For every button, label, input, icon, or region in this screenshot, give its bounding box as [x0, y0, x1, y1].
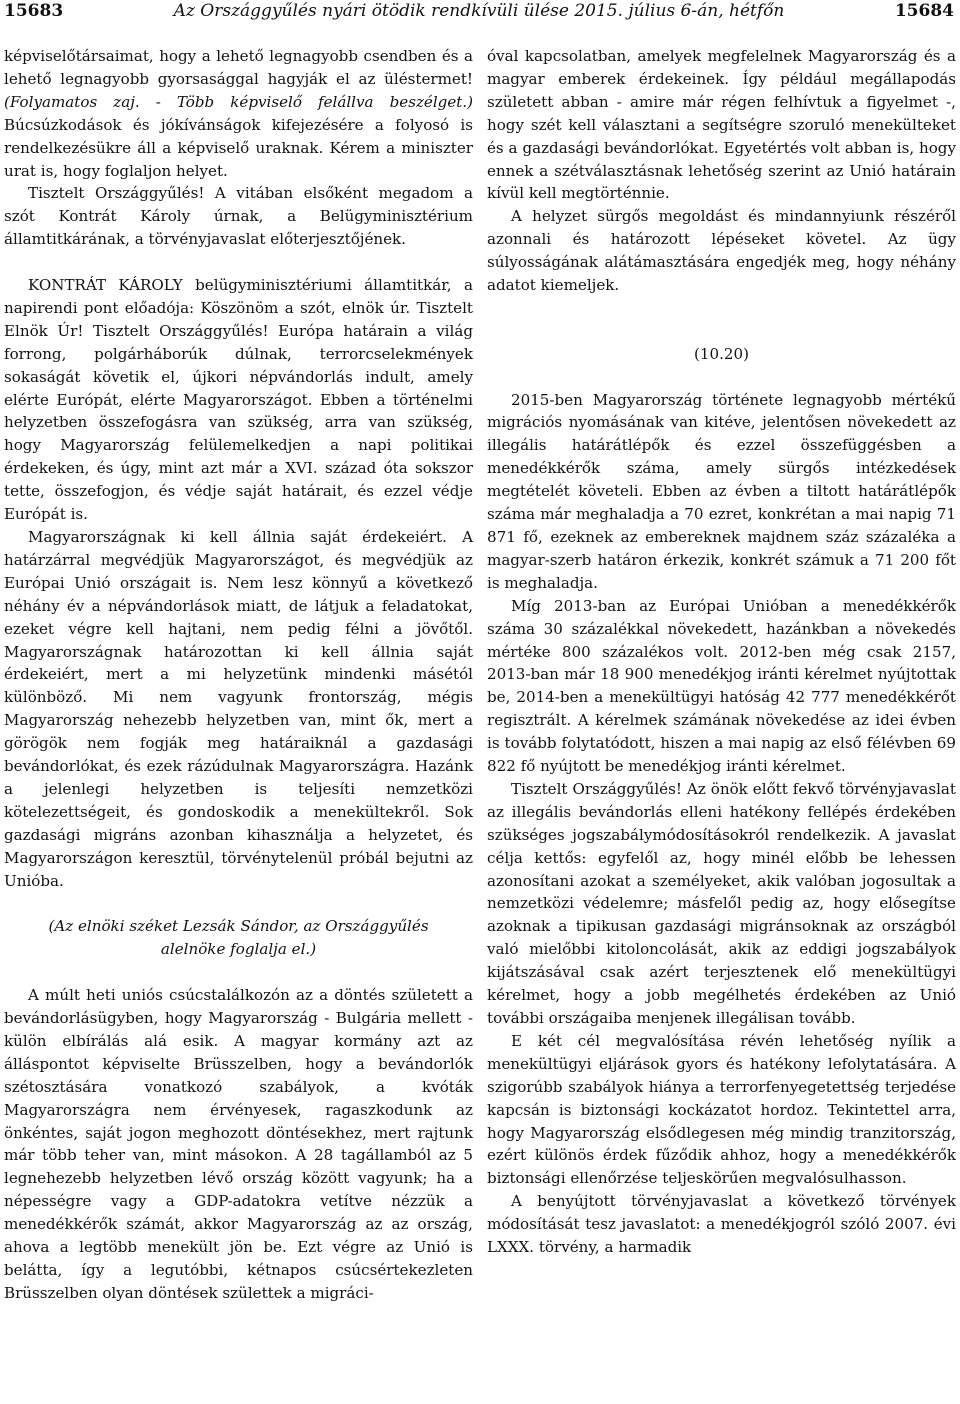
spacer	[4, 961, 473, 984]
spacer	[4, 251, 473, 274]
paragraph	[4, 45, 473, 182]
spacer	[4, 893, 473, 916]
text-span: képviselőtársaimat, hogy a lehető legnagyobb csendben és a lehető legnagyobb gyorsasággal hagyják el az üléstermet!	[4, 47, 473, 88]
paragraph: A benyújtott törvényjavaslat a következő törvények módosítását tesz javaslatot: a menedékjogról szóló 2007. évi LXXX. törvény, a harmadik	[487, 1192, 956, 1257]
spacer	[487, 297, 956, 320]
spacer	[487, 366, 956, 389]
paragraph: E két cél megvalósítása révén lehetőség nyílik a menekültügyi eljárások gyors és hatékony lefolytatására. A szigorúbb szabályok hiánya a terrorfenyegetettség terjedése kapcsán is biztonsági kockázatot hordoz. Tekintettel arra, hogy Magyarország elsődlegesen még mindig tranzitország, ezért különös érdek fűződik ahhoz, hogy a menedékkérők biztonsági ellenőrzése teljeskörűen megvalósulhasson.	[487, 1031, 956, 1188]
spacer	[487, 320, 956, 343]
paragraph: A múlt heti uniós csúcstalálkozón az a döntés született a bevándorlásügyben, hogy Magyarország - Bulgária mellett - külön elbírálás alá esik. A magyar kormány azt az álláspontot képviselte Brüsszelben, hogy a bevándorlók szétosztására vonatkozó szabályok, a kvóták Magyarországra nem érvényesek, ragaszkodunk az önkéntes, saját jogon meghozott döntésekhez, mert rajtunk már több teher van, mint másokon. A 28 tagállamból az 5 legnehezebb helyzetben lévő ország között vagyunk; ha a népességre vagy a GDP-adatokra vetítve nézzük a menedékkérők számát, akkor Magyarország az az ország, ahova a legtöbb menekült jön be. Ezt végre az Unió is belátta, így a legutóbbi, kétnapos csúcsértekezleten Brüsszelben olyan döntések születtek a migráci-	[4, 986, 473, 1302]
text-columns	[4, 45, 956, 1305]
speaker-name: KONTRÁT KÁROLY belügyminisztériumi államtitkár, a napirendi pont előadója:	[4, 276, 473, 317]
text-span: Köszönöm a szót, elnök úr. Tisztelt Elnök Úr! Tisztelt Országgyűlés! Európa határain a világ forrong, polgárháborúk dúlnak, terrorcselekmények sokaságát követik el, újkori népvándorlás indult, amely elérte Európát, elérte Magyarországot. Ebben a történelmi helyzetben összefogásra van szükség, arra van szükség, hogy Magyarország felülemelkedjen a napi politikai érdekeken, és úgy, mint azt már a XVI. század óta sokszor tette, összefogjon, és védje saját határait, és ezzel védje Európát is.	[4, 298, 473, 524]
chair-note: (Az elnöki széket Lezsák Sándor, az Országgyűlés alelnöke foglalja el.)	[48, 917, 429, 959]
time-marker: (10.20)	[694, 344, 749, 363]
paragraph: Magyarországnak ki kell állnia saját érdekeiért. A határzárral megvédjük Magyarországot, és megvédjük az Európai Unió országait is. Nem lesz könnyű a következő néhány év a népvándorlások miatt, de látjuk a feladatokat, ezeket végre kell hajtani, nem pedig félni a jövőtől. Magyarországnak határozottan ki kell állnia saját érdekeiért, mert a mi helyzetünk mindenki másétól különböző. Mi nem vagyunk frontország, mégis Magyarország nehezebb helyzetben van, mint ők, mert a görögök nem fogják meg határaiknál a gazdasági bevándorlókat, és ezek rázúdulnak Magyarországra. Hazánk a jelenlegi helyzetben is teljesíti nemzetközi kötelezettségeit, és gondoskodik a menekültekről. Sok gazdasági migráns azonban kihasználja a helyzetet, és Magyarországon keresztül, törvénytelenül próbál bejutni az Unióba.	[4, 528, 473, 890]
page-header	[4, 0, 956, 45]
text-span: Búcsúzkodások és jókívánságok kifejezésére a folyosó is rendelkezésükre áll a képviselő uraknak. Kérem a miniszter urat is, hogy foglaljon helyet.	[4, 115, 473, 180]
page-number-left: 15683	[4, 1, 64, 21]
paragraph: 2015-ben Magyarország története legnagyobb mértékű migrációs nyomásának van kitéve, jelentősen növekedett az illegális határátlépők és ezzel összefüggésben a menedékkérők száma, amely sürgős intézkedések megtételét követeli. Ebben az évben a tiltott határátlépők száma már meghaladja a 70 ezret, konkrétan a mai napig 71 871 fő, ezeknek az embereknek majdnem száz százaléka a magyar-szerb határon érkezik, konkrét számuk a 71 200 főt is meghaladja.	[487, 390, 956, 592]
paragraph: óval kapcsolatban, amelyek megfelelnek Magyarország és a magyar emberek érdekeinek. Így például megállapodás született abban - amire már régen felhívtuk a figyelmet -, hogy szét kell választani a segítségre szoruló menekülteket és a gazdasági bevándorlókat. Egyetértés volt abban is, hogy ennek a szétválasztásnak lehetőség szerint az Unió határain kívül kell megtörténnie.	[487, 47, 956, 203]
paragraph: Tisztelt Országgyűlés! Az önök előtt fekvő törvényjavaslat az illegális bevándorlás elleni hatékony fellépés érdekében szükséges jogszabálymódosításokról rendelkezik. A javaslat célja kettős: egyfelől az, hogy minél előbb be lehessen azonosítani azokat a személyeket, akik valóban jogosultak a nemzetközi védelemre; másfelől pedig az, hogy elősegítse azoknak a tipikusan gazdasági migránsoknak az országból való mielőbbi kitoloncolását, akik az eddigi jogszabályok kijátszásával csak azért terjesztenek elő menekültügyi kérelmet, hogy a jobb megélhetés érdekében az Unió további országaiba menjenek illegálisan tovább.	[487, 779, 956, 1028]
right-column	[487, 45, 956, 1305]
paragraph: Tisztelt Országgyűlés! A vitában elsőként megadom a szót Kontrát Károly úrnak, a Belügyminisztérium államtitkárának, a törvényjavaslat előterjesztőjének.	[4, 184, 473, 249]
page-number-right: 15684	[894, 1, 954, 21]
speaker-paragraph	[4, 274, 473, 526]
stage-direction: (Folyamatos zaj. - Több képviselő felállva beszélget.)	[4, 92, 473, 111]
left-column	[4, 45, 473, 1305]
header-title: Az Országgyűlés nyári ötödik rendkívüli ülése 2015. július 6-án, hétfőn	[173, 1, 785, 21]
paragraph: Míg 2013-ban az Európai Unióban a menedékkérők száma 30 százalékkal növekedett, hazánkban a növekedés mértéke 800 százalékos volt. 2012-ben még csak 2157, 2013-ban már 18 900 menedékjog iránti kérelmet nyújtottak be, 2014-ben a menekültügyi hatóság 42 777 menedékkérőt regisztrált. A kérelmek számának növekedése az idei évben is tovább folytatódott, hiszen a mai napig az első félévben 69 822 fő nyújtott be menedékjog iránti kérelmet.	[487, 596, 956, 776]
paragraph: A helyzet sürgős megoldást és mindannyiunk részéről azonnali és határozott lépéseket követel. Az ügy súlyosságának alátámasztására engedjék meg, hogy néhány adatot kiemeljek.	[487, 207, 956, 295]
